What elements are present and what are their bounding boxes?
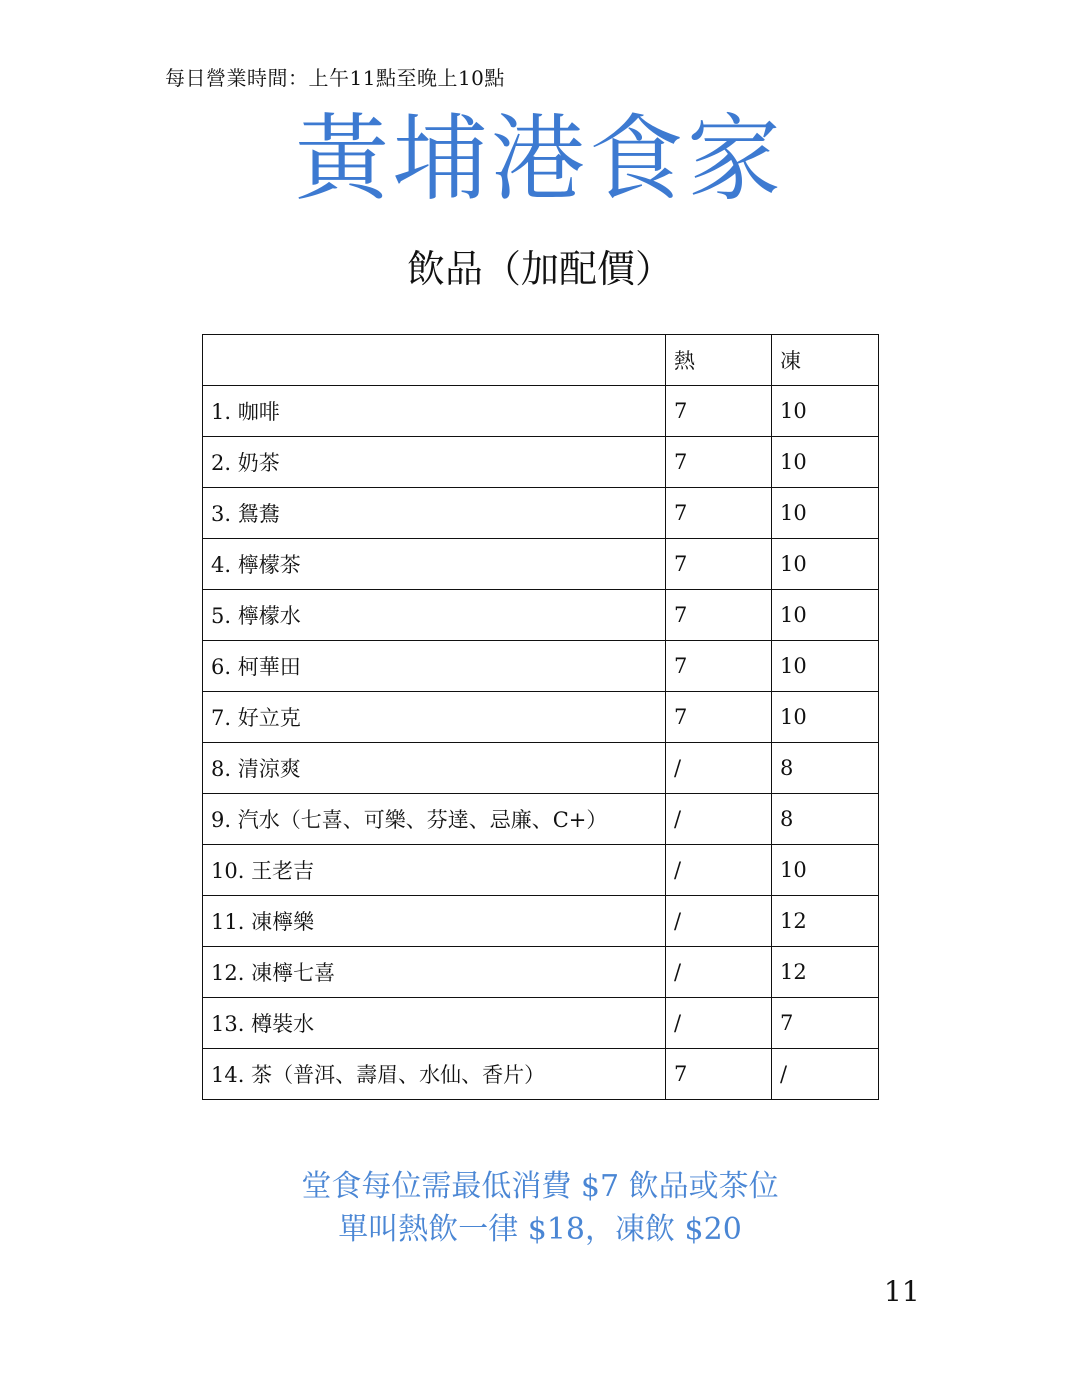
cold-price: 8 [772,743,879,794]
drink-name: 7. 好立克 [203,692,666,743]
hot-price: 7 [666,437,772,488]
cold-price: / [772,1049,879,1100]
table-row [203,590,879,641]
cold-price: 10 [772,488,879,539]
drink-name: 9. 汽水（七喜、可樂、芬達、忌廉、C+） [203,794,666,845]
section-title: 飲品（加配價） [406,247,673,291]
table-row [203,539,879,590]
cold-price: 10 [772,386,879,437]
page-number: 11 [884,1275,920,1308]
cold-price: 10 [772,437,879,488]
hot-price: 7 [666,692,772,743]
hot-price: / [666,794,772,845]
hot-price: / [666,998,772,1049]
table-row [203,794,879,845]
hot-price: / [666,743,772,794]
cold-price: 10 [772,845,879,896]
table-row [203,845,879,896]
minimum-charge-note: 堂食每位需最低消費 $7 飲品或茶位 [301,1169,779,1204]
hot-price: 7 [666,386,772,437]
hot-price: 7 [666,590,772,641]
drink-name: 10. 王老吉 [203,845,666,896]
drink-name: 3. 鴛鴦 [203,488,666,539]
table-row [203,386,879,437]
table-row [203,641,879,692]
cold-price: 12 [772,947,879,998]
drink-name: 4. 檸檬茶 [203,539,666,590]
hot-price: 7 [666,641,772,692]
drink-name: 6. 柯華田 [203,641,666,692]
hot-price: 7 [666,1049,772,1100]
single-drink-price-note: 單叫熱飲一律 $18，凍飲 $20 [338,1212,742,1247]
drink-name: 1. 咖啡 [203,386,666,437]
drink-name: 2. 奶茶 [203,437,666,488]
table-row [203,998,879,1049]
cold-price: 7 [772,998,879,1049]
cold-price: 10 [772,692,879,743]
table-row [203,947,879,998]
column-header-hot: 熱 [666,335,772,386]
hot-price: / [666,947,772,998]
cold-price: 12 [772,896,879,947]
opening-hours: 每日營業時間：上午11點至晚上10點 [165,66,505,90]
table-row [203,896,879,947]
hot-price: / [666,896,772,947]
table-row [203,743,879,794]
table-row [203,488,879,539]
cold-price: 10 [772,590,879,641]
drinks-price-table [202,334,879,1100]
cold-price: 10 [772,641,879,692]
column-header-cold: 凍 [772,335,879,386]
drink-name: 12. 凍檸七喜 [203,947,666,998]
hot-price: / [666,845,772,896]
column-header-item [203,335,666,386]
drink-name: 8. 清涼爽 [203,743,666,794]
cold-price: 10 [772,539,879,590]
drink-name: 14. 茶（普洱、壽眉、水仙、香片） [203,1049,666,1100]
drink-name: 13. 樽裝水 [203,998,666,1049]
drink-name: 5. 檸檬水 [203,590,666,641]
table-row [203,692,879,743]
hot-price: 7 [666,539,772,590]
table-header-row [203,335,879,386]
hot-price: 7 [666,488,772,539]
table-row [203,437,879,488]
table-row [203,1049,879,1100]
restaurant-name: 黃埔港食家 [294,105,785,214]
drink-name: 11. 凍檸樂 [203,896,666,947]
cold-price: 8 [772,794,879,845]
